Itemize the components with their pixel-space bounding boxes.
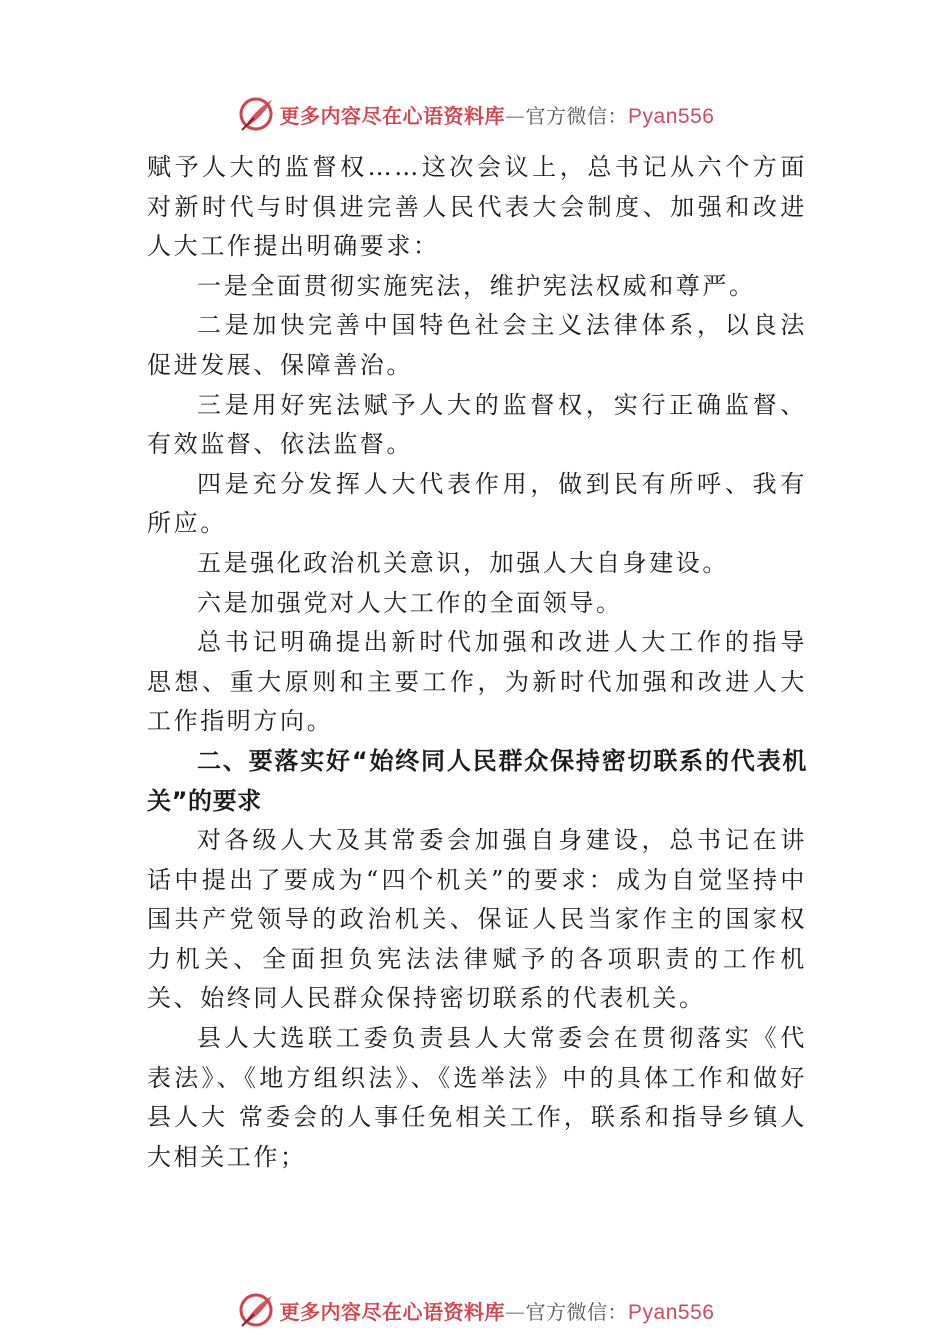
watermark-banner-top xyxy=(0,92,950,136)
paragraph-item-2: 二是加快完善中国特色社会主义法律体系，以良法促进发展、保障善治。 xyxy=(147,311,807,379)
paragraph-summary: 总书记明确提出新时代加强和改进人大工作的指导思想、重大原则和主要工作，为新时代加强和改进人大工作指明方向。 xyxy=(147,628,807,736)
paragraph-item-1: 一是全面贯彻实施宪法，维护宪法权威和尊严。 xyxy=(197,271,756,300)
section-heading-2: 二、要落实好“始终同人民群众保持密切联系的代表机关”的要求 xyxy=(147,746,807,815)
watermark-banner-bottom xyxy=(0,1288,950,1332)
paragraph-continuation: 赋予人大的监督权……这次会议上，总书记从六个方面对新时代与时俱进完善人民代表大会制度、加强和改进人大工作提出明确要求： xyxy=(147,153,807,261)
watermark-brand: 更多内容尽在心语资料库 xyxy=(279,1299,506,1324)
watermark-text xyxy=(280,100,715,129)
watermark-text xyxy=(280,1296,715,1325)
paragraph-county-committee: 县人大选联工委负责县人大常委会在贯彻落实《代表法》、《地方组织法》、《选举法》中的具体工作和做好县人大 常委会的人事任免相关工作，联系和指导乡镇人大相关工作； xyxy=(147,1024,807,1171)
paragraph-item-6: 六是加强党对人大工作的全面领导。 xyxy=(197,588,623,617)
watermark-label: 官方微信： xyxy=(525,1299,629,1324)
feather-quill-logo-icon xyxy=(236,1290,276,1330)
watermark-dash: — xyxy=(505,103,526,128)
paragraph-item-4: 四是充分发挥人大代表作用，做到民有所呼、我有所应。 xyxy=(147,469,807,538)
watermark-dash: — xyxy=(505,1299,526,1324)
watermark-label: 官方微信： xyxy=(525,103,629,128)
watermark-handle: Pyan556 xyxy=(628,104,715,128)
paragraph-four-organs: 对各级人大及其常委会加强自身建设，总书记在讲话中提出了要成为“四个机关”的要求：成为自觉坚持中国共产党领导的政治机关、保证人民当家作主的国家权力机关、全面担负宪法法律赋予的各项职责的工作机关、始终同人民群众保持密切联系的代表机关。 xyxy=(147,826,807,1013)
watermark-handle: Pyan556 xyxy=(628,1300,715,1324)
feather-quill-logo-icon xyxy=(236,94,276,134)
paragraph-item-5: 五是强化政治机关意识，加强人大自身建设。 xyxy=(197,548,729,577)
watermark-brand: 更多内容尽在心语资料库 xyxy=(279,103,506,128)
paragraph-item-3: 三是用好宪法赋予人大的监督权，实行正确监督、有效监督、依法监督。 xyxy=(147,390,807,459)
document-body xyxy=(147,148,807,1177)
